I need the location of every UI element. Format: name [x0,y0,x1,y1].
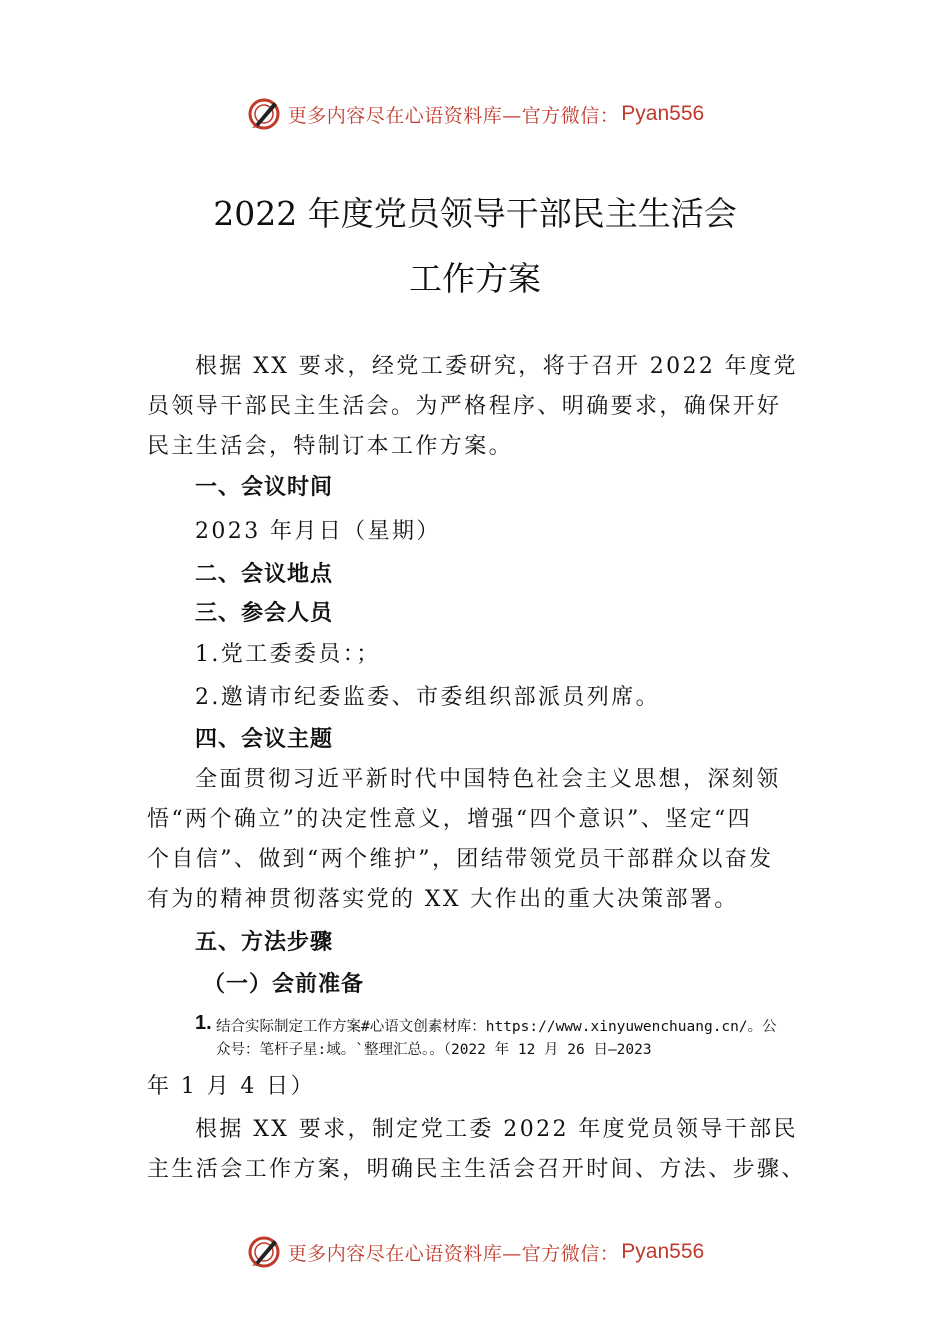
section-3-heading: 三、参会人员 [195,601,334,626]
banner-text: 更多内容尽在心语资料库—官方微信： [287,104,620,127]
section-5-para-line-1: 根据 XX 要求，制定党工委 2022 年度党员领导干部民 [195,1117,798,1142]
section-5-para-line-2: 主生活会工作方案，明确民主生活会召开时间、方法、步骤、 [147,1157,806,1182]
intro-line-2: 员领导干部民主生活会。为严格程序、明确要求，确保开好 [147,394,782,419]
banner-wechat-id: Pyan556 [621,102,705,125]
item-1-number: 1. [195,1012,212,1034]
page-title-line-1: 2022 年度党员领导干部民主生活会 [213,194,737,233]
section-2-heading: 二、会议地点 [195,562,334,587]
section-4-line-1: 全面贯彻习近平新时代中国特色社会主义思想，深刻领 [195,767,781,792]
brush-logo-icon [246,1234,282,1270]
item-1-line-2: 众号：笔杆子星:域。`整理汇总。。（2022 年 12 月 26 日—2023 [216,1042,652,1058]
section-5-heading: 五、方法步骤 [195,930,334,955]
brush-logo-icon [246,96,282,132]
banner-text: 更多内容尽在心语资料库—官方微信： [287,1242,620,1265]
item-1-line-1: 结合实际制定工作方案#心语文创素材库：https://www.xinyuwenchuang.cn/。公 [216,1019,777,1035]
banner-wechat-id: Pyan556 [621,1240,705,1263]
section-4-heading: 四、会议主题 [195,727,334,752]
section-1-heading: 一、会议时间 [195,475,334,500]
section-4-line-3: 个自信”、做到“两个维护”，团结带领党员干部群众以奋发 [147,847,774,872]
section-3-item-2: 2.邀请市纪委监委、市委组织部派员列席。 [195,685,660,710]
section-4-line-2: 悟“两个确立”的决定性意义，增强“四个意识”、坚定“四 [147,807,753,832]
section-4-line-4: 有为的精神贯彻落实党的 XX 大作出的重大决策部署。 [147,887,739,912]
page-title-line-2: 工作方案 [409,259,541,298]
intro-line-3: 民主生活会，特制订本工作方案。 [147,434,514,459]
footer-banner [0,1232,950,1272]
intro-line-1: 根据 XX 要求，经党工委研究，将于召开 2022 年度党 [195,354,798,379]
section-3-item-1: 1.党工委委员：； [195,642,381,667]
section-1-text: 2023 年月日（星期） [195,519,441,544]
item-1-line-3: 年 1 月 4 日） [147,1074,315,1099]
header-banner [0,94,950,134]
section-5-sub-1: （一）会前准备 [203,972,365,997]
